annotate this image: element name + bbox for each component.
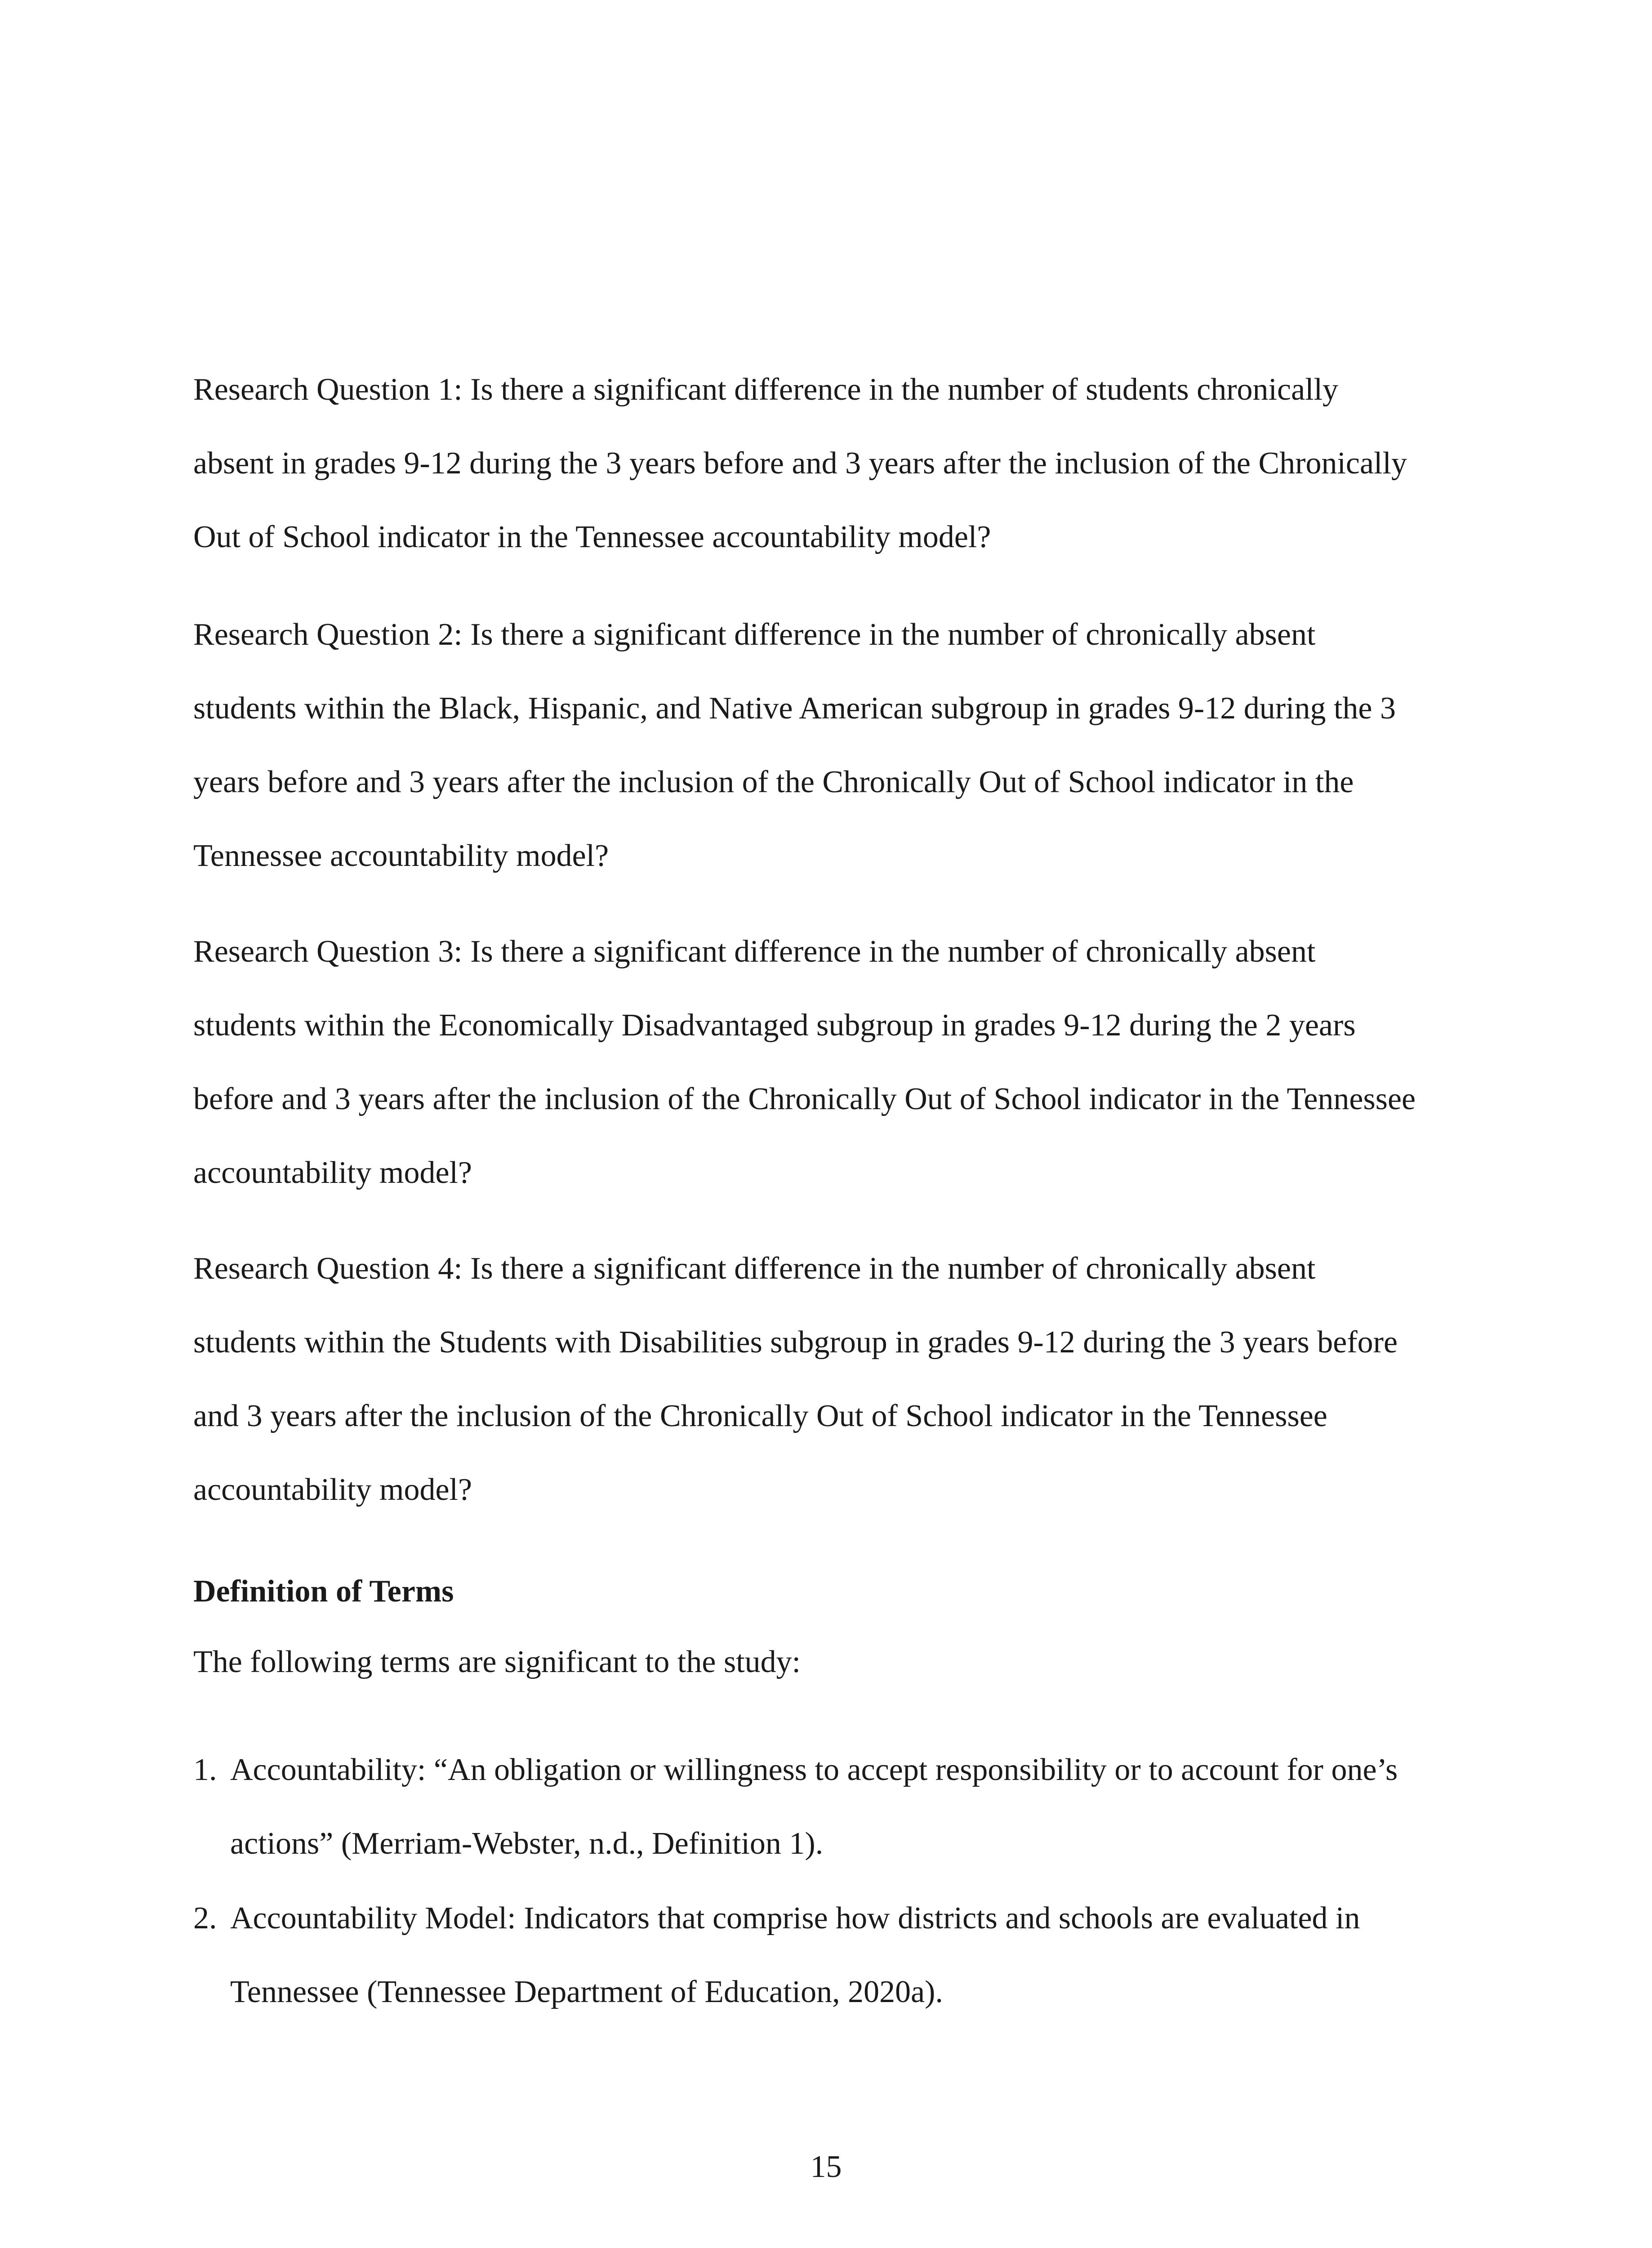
research-question-1: [193, 353, 1470, 574]
definition-item-text: [230, 1733, 1398, 1881]
rq1-line-1: Research Question 1: Is there a significant difference in the number of students chronically: [193, 372, 1339, 407]
rq4-line-3: and 3 years after the inclusion of the Chronically Out of School indicator in the Tennessee: [193, 1399, 1327, 1433]
rq1-line-3: Out of School indicator in the Tennessee accountability model?: [193, 520, 991, 554]
definition-item-number: 2.: [193, 1901, 217, 1936]
rq2-line-3: years before and 3 years after the inclusion of the Chronically Out of School indicator in the: [193, 765, 1354, 799]
research-question-4: [193, 1232, 1470, 1527]
research-question-2: [193, 598, 1470, 893]
rq4-line-4: accountability model?: [193, 1472, 472, 1507]
rq4-line-2: students within the Students with Disabilities subgroup in grades 9-12 during the 3 years before: [193, 1325, 1398, 1360]
definition-item-text: [230, 1882, 1360, 2029]
rq3-line-3: before and 3 years after the inclusion of the Chronically Out of School indicator in the Tennessee: [193, 1082, 1416, 1116]
page-number: 15: [810, 2150, 842, 2184]
definition-item-number: 1.: [193, 1753, 217, 1787]
rq2-line-2: students within the Black, Hispanic, and Native American subgroup in grades 9-12 during the 3: [193, 691, 1396, 726]
definition-1-line-2: actions” (Merriam-Webster, n.d., Definition 1).: [230, 1826, 824, 1861]
rq1-line-2: absent in grades 9-12 during the 3 years before and 3 years after the inclusion of the Chronically: [193, 446, 1407, 481]
rq2-line-1: Research Question 2: Is there a significant difference in the number of chronically absent: [193, 617, 1316, 652]
definition-1-line-1: Accountability: “An obligation or willingness to accept responsibility or to account for one’s: [230, 1753, 1398, 1787]
rq3-line-1: Research Question 3: Is there a significant difference in the number of chronically absent: [193, 934, 1316, 969]
research-question-3: [193, 915, 1470, 1210]
definitions-intro: The following terms are significant to the study:: [193, 1645, 801, 1679]
definition-2-line-2: Tennessee (Tennessee Department of Education, 2020a).: [230, 1975, 943, 2009]
rq3-line-4: accountability model?: [193, 1155, 472, 1190]
definition-2-line-1: Accountability Model: Indicators that comprise how districts and schools are evaluated in: [230, 1901, 1360, 1936]
rq2-line-4: Tennessee accountability model?: [193, 839, 609, 873]
rq3-line-2: students within the Economically Disadvantaged subgroup in grades 9-12 during the 2 years: [193, 1008, 1356, 1043]
rq4-line-1: Research Question 4: Is there a significant difference in the number of chronically absent: [193, 1251, 1316, 1286]
section-heading: Definition of Terms: [193, 1574, 454, 1609]
